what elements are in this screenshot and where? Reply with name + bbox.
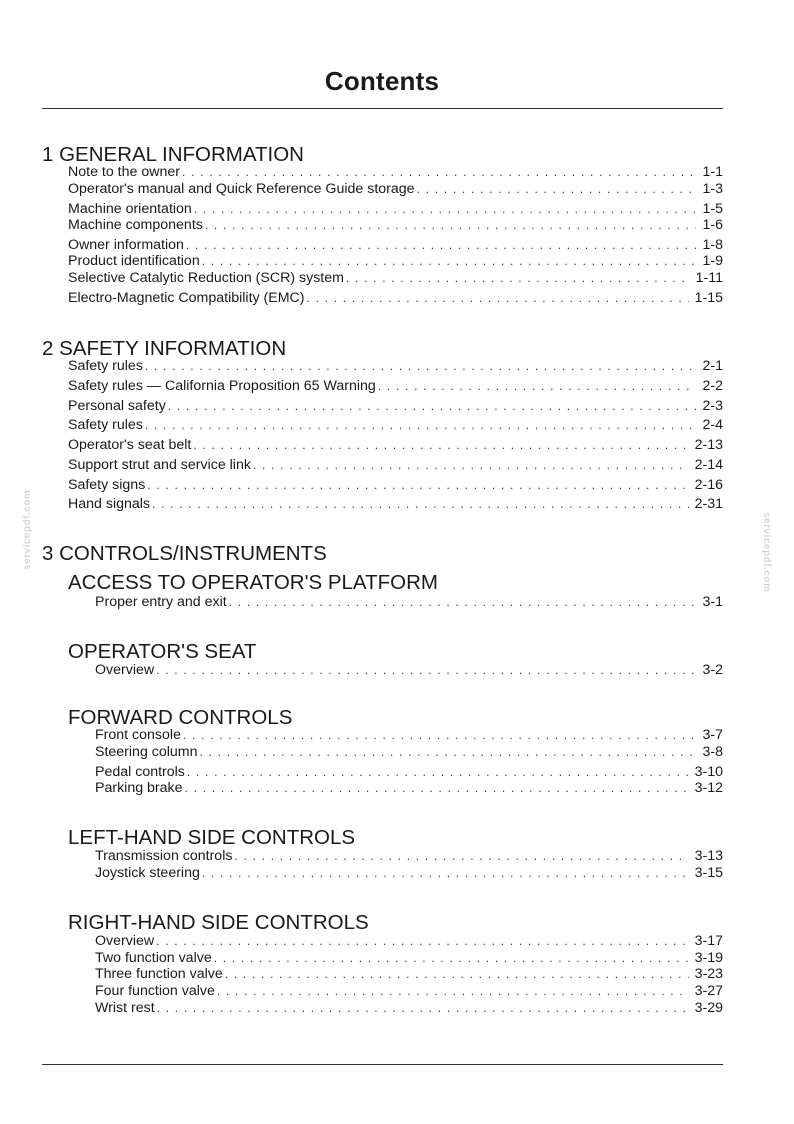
toc-entry-page: 2-14	[694, 457, 723, 473]
toc-entry-label: Machine orientation	[68, 201, 192, 217]
top-divider	[42, 108, 723, 109]
toc-entry-label: Joystick steering	[95, 865, 200, 881]
toc-entry-page: 3-17	[694, 933, 723, 949]
leader-dots	[205, 217, 697, 234]
toc-entry-label: Machine components	[68, 217, 203, 233]
leader-dots	[417, 181, 697, 198]
toc-entry-label: Operator's manual and Quick Reference Guide storage	[68, 181, 415, 197]
toc-entry-label: Selective Catalytic Reduction (SCR) system	[68, 270, 344, 286]
chapter-3-title: 3 CONTROLS/INSTRUMENTS	[42, 542, 327, 565]
leader-dots	[253, 457, 689, 474]
toc-entry-page: 3-27	[694, 983, 723, 999]
leader-dots	[307, 290, 689, 307]
toc-entry[interactable]	[95, 764, 723, 781]
toc-entry-label: Support strut and service link	[68, 457, 251, 473]
toc-entry-label: Proper entry and exit	[95, 594, 227, 610]
leader-dots	[182, 164, 696, 181]
toc-entry[interactable]	[68, 398, 723, 415]
toc-entry[interactable]	[68, 270, 723, 287]
toc-entry[interactable]	[95, 848, 723, 865]
section-title: OPERATOR'S SEAT	[68, 640, 257, 663]
toc-entry-page: 2-4	[702, 417, 723, 433]
toc-entry-page: 2-13	[694, 437, 723, 453]
section-title: LEFT-HAND SIDE CONTROLS	[68, 826, 356, 849]
chapter-2-title: 2 SAFETY INFORMATION	[42, 337, 287, 360]
leader-dots	[193, 437, 688, 454]
toc-entry-label: Owner information	[68, 237, 184, 253]
toc-entry-page: 2-1	[702, 358, 723, 374]
toc-entry[interactable]	[68, 201, 723, 218]
toc-entry-page: 1-15	[694, 290, 723, 306]
toc-entry-label: Front console	[95, 727, 181, 743]
leader-dots	[185, 780, 689, 797]
toc-entry[interactable]	[95, 594, 723, 611]
leader-dots	[183, 727, 697, 744]
leader-dots	[378, 378, 697, 395]
toc-entry[interactable]	[95, 1000, 723, 1017]
toc-entry[interactable]	[95, 662, 723, 679]
leader-dots	[157, 1000, 689, 1017]
toc-entry[interactable]	[95, 865, 723, 882]
toc-entry[interactable]	[95, 983, 723, 1000]
toc-entry-page: 1-1	[702, 164, 723, 180]
toc-entry-page: 3-19	[694, 950, 723, 966]
toc-entry-label: Personal safety	[68, 398, 166, 414]
toc-entry[interactable]	[68, 358, 723, 375]
toc-entry[interactable]	[95, 727, 723, 744]
toc-entry-page: 2-2	[702, 378, 723, 394]
toc-entry-page: 1-6	[702, 217, 723, 233]
toc-entry-label: Electro-Magnetic Compatibility (EMC)	[68, 290, 305, 306]
toc-entry-page: 2-3	[702, 398, 723, 414]
toc-entry[interactable]	[95, 933, 723, 950]
toc-entry-page: 3-1	[702, 594, 723, 610]
leader-dots	[229, 594, 697, 611]
toc-entry-label: Note to the owner	[68, 164, 180, 180]
toc-entry-page: 3-29	[694, 1000, 723, 1016]
toc-entry-page: 1-3	[702, 181, 723, 197]
leader-dots	[147, 477, 688, 494]
section-title: FORWARD CONTROLS	[68, 706, 293, 729]
toc-entry-label: Overview	[95, 933, 155, 949]
toc-entry-page: 2-16	[694, 477, 723, 493]
toc-entry-page: 3-10	[694, 764, 723, 780]
leader-dots	[145, 358, 697, 375]
toc-entry-page: 1-5	[702, 201, 723, 217]
chapter-1-title: 1 GENERAL INFORMATION	[42, 143, 304, 166]
toc-entry-label: Wrist rest	[95, 1000, 155, 1016]
toc-entry-label: Product identification	[68, 253, 200, 269]
toc-entry[interactable]	[95, 950, 723, 967]
section-title: ACCESS TO OPERATOR'S PLATFORM	[68, 571, 438, 594]
toc-entry-label: Four function valve	[95, 983, 215, 999]
toc-entry[interactable]	[68, 237, 723, 254]
toc-entry[interactable]	[68, 164, 723, 181]
toc-entry[interactable]	[68, 437, 723, 454]
leader-dots	[202, 253, 697, 270]
toc-entry[interactable]	[68, 477, 723, 494]
toc-entry-page: 2-31	[694, 496, 723, 512]
leader-dots	[186, 237, 697, 254]
leader-dots	[145, 417, 697, 434]
leader-dots	[156, 933, 688, 950]
watermark-left: servicepdf.com	[22, 489, 33, 570]
toc-entry-page: 3-8	[702, 744, 723, 760]
toc-entry-page: 1-8	[702, 237, 723, 253]
leader-dots	[202, 865, 689, 882]
toc-entry-label: Safety rules	[68, 417, 143, 433]
bottom-divider	[42, 1064, 723, 1065]
toc-entry[interactable]	[95, 744, 723, 761]
toc-entry-page: 3-15	[694, 865, 723, 881]
watermark-right: servicepdf.com	[761, 512, 772, 593]
toc-entry-label: Three function valve	[95, 966, 223, 982]
leader-dots	[152, 496, 689, 513]
leader-dots	[225, 966, 689, 983]
toc-entry-label: Pedal controls	[95, 764, 185, 780]
leader-dots	[346, 270, 690, 287]
toc-entry-page: 1-9	[702, 253, 723, 269]
toc-entry-page: 3-2	[702, 662, 723, 678]
leader-dots	[187, 764, 689, 781]
toc-entry-label: Hand signals	[68, 496, 151, 512]
leader-dots	[200, 744, 697, 761]
toc-entry-label: Transmission controls	[95, 848, 233, 864]
leader-dots	[156, 662, 696, 679]
toc-entry-page: 3-7	[702, 727, 723, 743]
toc-entry-page: 3-12	[694, 780, 723, 796]
toc-entry[interactable]	[68, 217, 723, 234]
toc-entry[interactable]	[68, 253, 723, 270]
toc-entry-label: Safety rules — California Proposition 65 Warning	[68, 378, 376, 394]
toc-entry-label: Safety signs	[68, 477, 146, 493]
toc-entry-page: 3-13	[694, 848, 723, 864]
toc-entry[interactable]	[68, 417, 723, 434]
toc-entry[interactable]	[68, 378, 723, 395]
leader-dots	[214, 950, 689, 967]
toc-entry[interactable]	[95, 780, 723, 797]
toc-entry-label: Two function valve	[95, 950, 212, 966]
section-title: RIGHT-HAND SIDE CONTROLS	[68, 911, 369, 934]
toc-entry[interactable]	[68, 290, 723, 307]
toc-entry-page: 3-23	[694, 966, 723, 982]
toc-entry[interactable]	[68, 181, 723, 198]
toc-entry-label: Parking brake	[95, 780, 183, 796]
page-title: Contents	[324, 66, 440, 96]
toc-entry-label: Operator's seat belt	[68, 437, 192, 453]
toc-entry[interactable]	[68, 496, 723, 513]
toc-entry[interactable]	[68, 457, 723, 474]
leader-dots	[234, 848, 688, 865]
leader-dots	[194, 201, 697, 218]
toc-entry[interactable]	[95, 966, 723, 983]
toc-entry-label: Overview	[95, 662, 155, 678]
leader-dots	[217, 983, 689, 1000]
toc-entry-label: Safety rules	[68, 358, 143, 374]
toc-entry-page: 1-11	[695, 270, 723, 286]
leader-dots	[168, 398, 697, 415]
toc-entry-label: Steering column	[95, 744, 198, 760]
